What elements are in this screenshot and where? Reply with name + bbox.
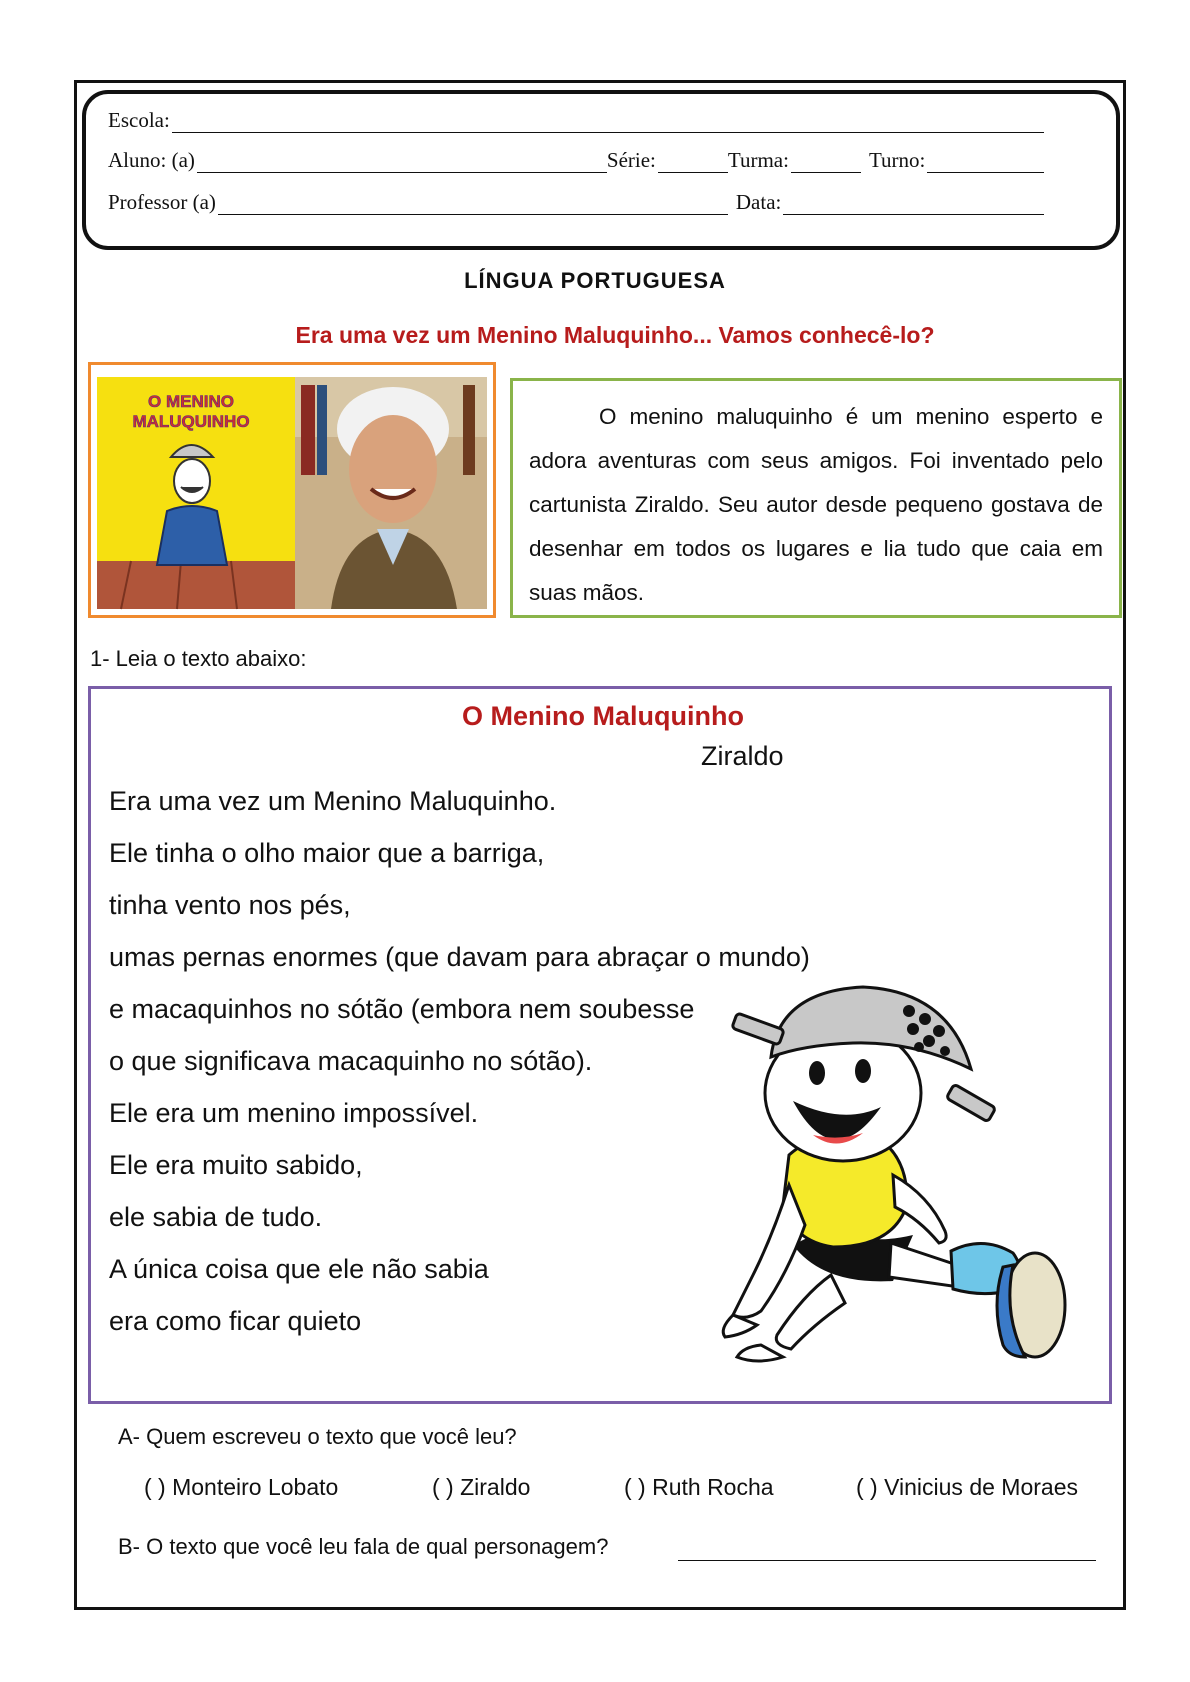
date-field[interactable] [783, 194, 1044, 215]
poem-line: ele sabia de tudo. [109, 1202, 323, 1232]
poem-line: umas pernas enormes (que davam para abraçar o mundo) [109, 942, 810, 972]
answer-line-2[interactable] [678, 1608, 1096, 1609]
option-ruth-rocha[interactable]: ( ) Ruth Rocha [624, 1474, 774, 1500]
answer-line-1[interactable] [678, 1560, 1096, 1561]
header-box [82, 90, 1120, 250]
image-box [88, 362, 496, 618]
school-label: Escola: [108, 108, 170, 132]
teacher-label: Professor (a) [108, 190, 216, 214]
instruction: 1- Leia o texto abaixo: [90, 646, 307, 671]
grade-field[interactable] [658, 152, 728, 173]
option-monteiro-lobato[interactable]: ( ) Monteiro Lobato [144, 1474, 339, 1500]
shift-field[interactable] [927, 152, 1044, 173]
poem-box [88, 686, 1112, 1404]
question-a: A- Quem escreveu o texto que você leu? [118, 1424, 517, 1449]
poem-line: Ele era um menino impossível. [109, 1098, 479, 1128]
poem-line: era como ficar quieto [109, 1306, 362, 1336]
subject-title: LÍNGUA PORTUGUESA [464, 268, 726, 293]
poem-line: o que significava macaquinho no sótão). [109, 1046, 593, 1076]
school-field[interactable] [172, 112, 1044, 133]
grade-label: Série: [606, 148, 656, 172]
student-row [108, 148, 1044, 173]
teacher-row [108, 190, 1044, 215]
subtitle: Era uma vez um Menino Maluquinho... Vamos conhecê-lo? [295, 322, 935, 348]
menino-maluquinho-illustration [713, 985, 1093, 1385]
intro-text: O menino maluquinho é um menino esperto e adora aventuras com seus amigos. Foi inventado pelo cartunista Ziraldo. Seu autor desde pequeno gostava de desenhar em todos os lugares e lia tudo que caia em suas mãos. [510, 378, 1122, 618]
shift-label: Turno: [868, 148, 926, 172]
class-label: Turma: [727, 148, 789, 172]
author-photo [295, 377, 487, 609]
poem-line: A única coisa que ele não sabia [109, 1254, 489, 1284]
question-b: B- O texto que você leu fala de qual personagem? [118, 1534, 609, 1559]
option-ziraldo[interactable]: ( ) Ziraldo [432, 1474, 531, 1500]
class-field[interactable] [791, 152, 861, 173]
poem-line: e macaquinhos no sótão (embora nem soubesse [109, 994, 695, 1024]
poem-line: Era uma vez um Menino Maluquinho. [109, 786, 557, 816]
poem-line: Ele era muito sabido, [109, 1150, 363, 1180]
poem-line: Ele tinha o olho maior que a barriga, [109, 838, 545, 868]
poem-lines [109, 783, 810, 1355]
student-field[interactable] [197, 152, 607, 173]
school-row [108, 108, 1044, 133]
student-label: Aluno: (a) [108, 148, 195, 172]
option-vinicius-de-moraes[interactable]: ( ) Vinicius de Moraes [856, 1474, 1078, 1500]
cover-and-author-image [91, 365, 493, 615]
date-label: Data: [735, 190, 782, 214]
poem-author: Ziraldo [701, 741, 784, 771]
poem-line: tinha vento nos pés, [109, 890, 351, 920]
teacher-field[interactable] [218, 194, 728, 215]
book-cover-title-1: O MENINO [148, 392, 234, 411]
book-cover-title-2: MALUQUINHO [132, 412, 250, 431]
poem-title: O Menino Maluquinho [462, 701, 744, 731]
book-cover-image [97, 377, 295, 609]
